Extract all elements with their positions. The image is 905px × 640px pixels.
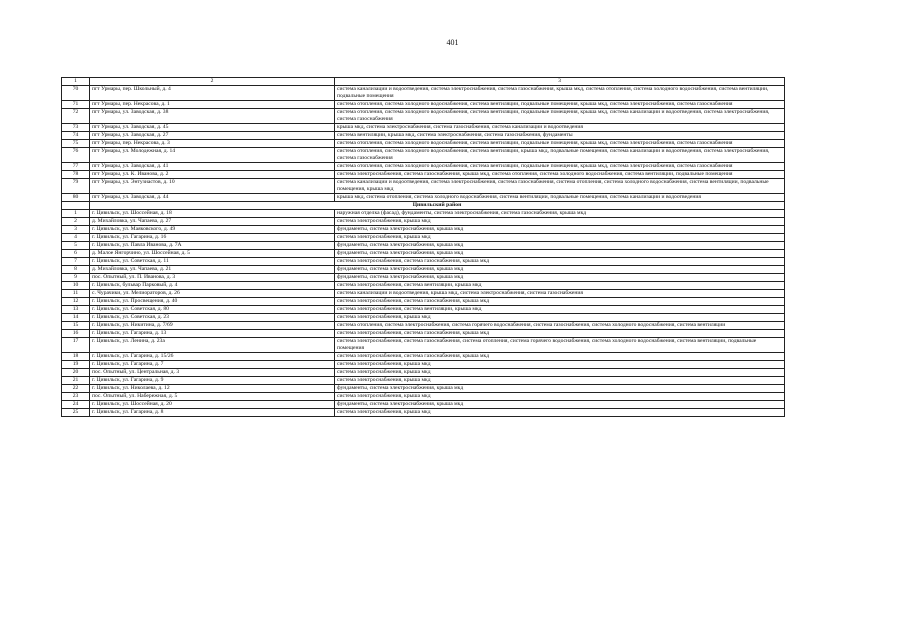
row-address: пос. Опытный, ул. П. Иванова, д. 3: [90, 274, 335, 282]
section-empty-cell: [62, 202, 90, 210]
row-works: система электроснабжения, крыша мкд: [335, 314, 785, 322]
row-number: 72: [62, 109, 90, 124]
row-number: 8: [62, 266, 90, 274]
row-works: система электроснабжения, система газоснабжения, крыша мкд: [335, 298, 785, 306]
row-address: г. Цивильск, ул. Шоссейная, д. 18: [90, 210, 335, 218]
table-row: [62, 361, 785, 369]
table-row: [62, 163, 785, 171]
row-works: система электроснабжения, система вентиляции, крыша мкд: [335, 282, 785, 290]
row-address: г. Цивильск, ул. Шоссейная, д. 20: [90, 401, 335, 409]
row-address: г. Цивильск, ул. Павла Иванова, д. 7А: [90, 242, 335, 250]
row-number: 75: [62, 140, 90, 148]
row-works: система отопления, система холодного водоснабжения, система вентиляции, подвальные помещения, крыша мкд, система канализации и водоотведения, система электроснабжения, система газоснабжения: [335, 109, 785, 124]
row-works: фундаменты, система электроснабжения, крыша мкд: [335, 266, 785, 274]
row-works: система электроснабжения, крыша мкд: [335, 393, 785, 401]
row-address: д. Михайловка, ул. Чапаева, д. 21: [90, 266, 335, 274]
row-number: 21: [62, 377, 90, 385]
row-number: 5: [62, 242, 90, 250]
table-row: [62, 194, 785, 202]
header-col-1: 1: [62, 78, 90, 86]
row-address: г. Цивильск, ул. Гагарина, д. 8: [90, 409, 335, 417]
table-row: [62, 409, 785, 417]
table-row: [62, 234, 785, 242]
row-works: система электроснабжения, система газоснабжения, крыша мкд: [335, 353, 785, 361]
table-row: [62, 218, 785, 226]
row-number: 4: [62, 234, 90, 242]
row-works: система канализации и водоотведения, система электроснабжения, система газоснабжения, система отопления, система холодного водоснабжения, система вентиляции, подвальные помещения, крыша мкд: [335, 179, 785, 194]
row-number: 7: [62, 258, 90, 266]
row-number: 3: [62, 226, 90, 234]
row-number: 16: [62, 330, 90, 338]
row-address: г. Цивильск, бульвар Парковый, д. 4: [90, 282, 335, 290]
table-row: [62, 258, 785, 266]
row-number: 24: [62, 401, 90, 409]
row-number: 10: [62, 282, 90, 290]
table-row: [62, 377, 785, 385]
row-number: 78: [62, 171, 90, 179]
table-row: [62, 298, 785, 306]
row-address: г. Цивильск, ул. Николаева, д. 12: [90, 385, 335, 393]
row-works: фундаменты, система электроснабжения, крыша мкд: [335, 242, 785, 250]
table-row: [62, 322, 785, 330]
row-address: пгт Урмары, ул. Заводская, д. 45: [90, 124, 335, 132]
row-number: 13: [62, 306, 90, 314]
row-number: 19: [62, 361, 90, 369]
row-works: наружная отделка (фасад), фундаменты, система электроснабжения, система газоснабжения, крыша мкд: [335, 210, 785, 218]
row-number: 6: [62, 250, 90, 258]
row-address: г. Цивильск, ул. Гагарина, д. 16: [90, 234, 335, 242]
row-works: фундаменты, система электроснабжения, крыша мкд: [335, 250, 785, 258]
table-row: [62, 148, 785, 163]
row-works: система электроснабжения, система газоснабжения, крыша мкд, система отопления, система холодного водоснабжения, система вентиляции, подвальные помещения: [335, 171, 785, 179]
table-row: [62, 314, 785, 322]
row-address: пгт Урмары, ул. К. Иванова, д. 2: [90, 171, 335, 179]
row-number: 23: [62, 393, 90, 401]
row-number: 17: [62, 338, 90, 353]
row-address: пгт Урмары, ул. Энтузиастов, д. 10: [90, 179, 335, 194]
row-address: пгт Урмары, ул. Заводская, д. 38: [90, 109, 335, 124]
row-address: пгт Урмары, ул. Молодежная, д. 14: [90, 148, 335, 163]
row-works: система электроснабжения, система газоснабжения, крыша мкд: [335, 258, 785, 266]
table-row: [62, 109, 785, 124]
row-address: г. Цивильск, ул. Гагарина, д. 15/26: [90, 353, 335, 361]
row-works: система электроснабжения, система вентиляции, крыша мкд: [335, 306, 785, 314]
row-works: крыша мкд, система электроснабжения, система газоснабжения, система канализации и водоотведения: [335, 124, 785, 132]
row-number: 71: [62, 101, 90, 109]
row-number: 20: [62, 369, 90, 377]
row-address: г. Цивильск, ул. Никитина, д. 7/69: [90, 322, 335, 330]
row-address: г. Цивильск, ул. Гагарина, д. 13: [90, 330, 335, 338]
row-address: пос. Опытный, ул. Центральная, д. 3: [90, 369, 335, 377]
row-number: 79: [62, 179, 90, 194]
row-address: г. Цивильск, ул. Советская, д. 23: [90, 314, 335, 322]
row-works: фундаменты, система электроснабжения, крыша мкд: [335, 401, 785, 409]
row-address: пос. Опытный, ул. Набережная, д. 5: [90, 393, 335, 401]
table-row: [62, 266, 785, 274]
row-number: 18: [62, 353, 90, 361]
row-works: фундаменты, система электроснабжения, крыша мкд: [335, 274, 785, 282]
row-works: система вентиляции, крыша мкд, система электроснабжения, система газоснабжения, фундаменты: [335, 132, 785, 140]
row-works: система электроснабжения, крыша мкд: [335, 377, 785, 385]
table-row: [62, 242, 785, 250]
table-row: [62, 210, 785, 218]
row-address: пгт Урмары, ул. Заводская, д. 27: [90, 132, 335, 140]
table-row: [62, 369, 785, 377]
row-address: г. Цивильск, ул. Советская, д. 11: [90, 258, 335, 266]
row-works: система отопления, система холодного водоснабжения, система вентиляции, подвальные помещения, крыша мкд, система электроснабжения, система газоснабжения: [335, 140, 785, 148]
header-col-3: 3: [335, 78, 785, 86]
row-works: система электроснабжения, крыша мкд: [335, 218, 785, 226]
row-address: г. Цивильск, ул. Гагарина, д. 9: [90, 377, 335, 385]
table-row: [62, 274, 785, 282]
table-row: [62, 385, 785, 393]
page-number: 401: [446, 38, 459, 47]
row-address: пгт Урмары, ул. Заводская, д. 41: [90, 163, 335, 171]
row-works: крыша мкд, система отопления, система холодного водоснабжения, система вентиляции, подвальные помещения, система канализации и водоотведения: [335, 194, 785, 202]
row-number: 73: [62, 124, 90, 132]
row-number: 15: [62, 322, 90, 330]
row-number: 2: [62, 218, 90, 226]
table-row: [62, 179, 785, 194]
row-address: пгт Урмары, пер. Некрасова, д. 3: [90, 140, 335, 148]
row-number: 76: [62, 148, 90, 163]
row-works: фундаменты, система электроснабжения, крыша мкд: [335, 226, 785, 234]
section-row: [62, 202, 785, 210]
table-row: [62, 226, 785, 234]
table-row: [62, 124, 785, 132]
row-number: 11: [62, 290, 90, 298]
row-address: г. Цивильск, ул. Советская, д. 80: [90, 306, 335, 314]
row-works: система электроснабжения, крыша мкд: [335, 361, 785, 369]
table-row: [62, 86, 785, 101]
row-number: 1: [62, 210, 90, 218]
row-number: 70: [62, 86, 90, 101]
table-row: [62, 306, 785, 314]
table-row: [62, 282, 785, 290]
row-address: д. Михайловка, ул. Чапаева, д. 27: [90, 218, 335, 226]
table-row: [62, 330, 785, 338]
section-title: Цивильский район: [90, 202, 785, 210]
row-works: система электроснабжения, система газоснабжения, крыша мкд: [335, 330, 785, 338]
row-address: пгт Урмары, пер. Некрасова, д. 1: [90, 101, 335, 109]
row-works: система электроснабжения, крыша мкд: [335, 409, 785, 417]
row-number: 14: [62, 314, 90, 322]
row-number: 22: [62, 385, 90, 393]
row-works: система электроснабжения, система газоснабжения, система отопления, система горячего водоснабжения, система холодного водоснабжения, система вентиляции, подвальные помещения: [335, 338, 785, 353]
row-address: г. Цивильск, ул. Просвещения, д. 40: [90, 298, 335, 306]
row-number: 80: [62, 194, 90, 202]
table-row: [62, 250, 785, 258]
header-row: [62, 78, 785, 86]
row-works: система электроснабжения, крыша мкд: [335, 369, 785, 377]
row-number: 77: [62, 163, 90, 171]
table-row: [62, 140, 785, 148]
row-works: система канализации и водоотведения, система электроснабжения, система газоснабжения, крыша мкд, система отопления, система холодного водоснабжения, система вентиляции, подвальные помещения: [335, 86, 785, 101]
row-number: 12: [62, 298, 90, 306]
row-works: система электроснабжения, крыша мкд: [335, 234, 785, 242]
table-row: [62, 101, 785, 109]
table-row: [62, 401, 785, 409]
table-row: [62, 132, 785, 140]
row-works: система отопления, система холодного водоснабжения, система вентиляции, подвальные помещения, крыша мкд, система электроснабжения, система газоснабжения: [335, 101, 785, 109]
table-row: [62, 171, 785, 179]
row-address: с. Чурачики, ул. Мелиораторов, д. 26: [90, 290, 335, 298]
row-address: г. Цивильск, ул. Ленина, д. 23а: [90, 338, 335, 353]
row-address: пгт Урмары, пер. Школьный, д. 4: [90, 86, 335, 101]
table-row: [62, 353, 785, 361]
row-works: система канализации и водоотведения, крыша мкд, система электроснабжения, система газоснабжения: [335, 290, 785, 298]
table-row: [62, 290, 785, 298]
row-number: 74: [62, 132, 90, 140]
table-row: [62, 393, 785, 401]
row-works: система отопления, система холодного водоснабжения, система вентиляции, крыша мкд, подвальные помещения, система канализации и водоотведения, система электроснабжения, система газоснабжения: [335, 148, 785, 163]
row-address: г. Цивильск, ул. Маяковского, д. 49: [90, 226, 335, 234]
row-works: система отопления, система холодного водоснабжения, система вентиляции, подвальные помещения, крыша мкд, система электроснабжения, система газоснабжения: [335, 163, 785, 171]
table-row: [62, 338, 785, 353]
row-works: система отопления, система электроснабжения, система горячего водоснабжения, система газоснабжения, система холодного водоснабжения, система вентиляции: [335, 322, 785, 330]
row-address: д. Малое Янгорчино, ул. Шоссейная, д. 5: [90, 250, 335, 258]
row-address: пгт Урмары, ул. Заводская, д. 44: [90, 194, 335, 202]
row-number: 25: [62, 409, 90, 417]
row-works: фундаменты, система электроснабжения, крыша мкд: [335, 385, 785, 393]
row-address: г. Цивильск, ул. Гагарина, д. 7: [90, 361, 335, 369]
row-number: 9: [62, 274, 90, 282]
buildings-table: [61, 77, 785, 417]
header-col-2: 2: [90, 78, 335, 86]
